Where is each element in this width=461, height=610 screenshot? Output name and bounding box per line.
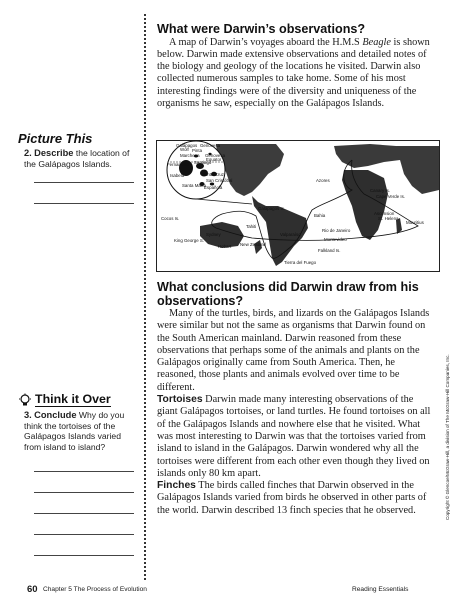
question-2-number: 2. [24, 148, 32, 158]
map-label-genovesa: Genovesa [205, 153, 226, 158]
map-label-cape-verde: Cape Verde Is. [376, 194, 406, 199]
map-label-king-george: King George S. [174, 238, 205, 243]
map-label-santa-maria: Santa María [182, 183, 206, 188]
map-label-canary: Canary Is. [370, 188, 391, 193]
map-label-st-helena: St. Helena [378, 216, 399, 221]
map-label-falkland: Falkland Is. [318, 248, 341, 253]
question-3-text: Why do you think the tortoises of the Galápagos Islands varied from island to island? [24, 410, 125, 452]
section-darwins-conclusions [157, 281, 433, 517]
map-label-genovesa-top: Genovesa [200, 143, 221, 148]
answer-line[interactable] [34, 513, 134, 514]
answer-line[interactable] [34, 534, 134, 535]
column-divider [144, 14, 146, 580]
observations-paragraph [157, 37, 433, 111]
map-label-cocos: Cocos Is. [161, 216, 180, 221]
map-label-rio: Rio de Janeiro [322, 228, 351, 233]
think-it-over-title: Think it Over [35, 392, 111, 406]
map-label-azores: Azores [316, 178, 330, 183]
question-2-verb: Describe [34, 148, 74, 158]
observations-text-b: is shown below. Darwin made extensive observations and detailed notes of the biology and geology of the locations he visited. Darwin also collected numerous samples to take home. Some of his most interesting findings were of the diversity and uniqueness of the organisms he saw, especially on the Galápagos Islands. [157, 36, 430, 109]
map-label-equator: Equator [206, 157, 222, 162]
lightbulb-icon [18, 393, 32, 407]
map-label-marchena: Marchena [180, 153, 200, 158]
answer-line[interactable] [34, 471, 134, 472]
map-label-tahiti: Tahiti [246, 224, 257, 229]
map-label-wolf: Wolf [180, 147, 189, 152]
map-label-valparaiso: Valparaíso [280, 232, 301, 237]
map-label-sydney: Sydney [206, 232, 221, 237]
answer-line[interactable] [34, 555, 134, 556]
answer-line[interactable] [34, 492, 134, 493]
finches-paragraph [157, 480, 433, 517]
map-label-galapagos-top: Galápagos [176, 143, 198, 148]
sidebar-picture-this [18, 131, 136, 169]
question-3-verb: Conclude [34, 410, 77, 420]
map-label-galapagos-is: Galápagos Is. [258, 206, 286, 211]
map-label-san-cristobal: San Cristóbal [206, 178, 233, 183]
map-label-espanola: Española [204, 185, 223, 190]
question-3-number: 3. [24, 410, 32, 420]
map-label-ascension: Ascension [374, 211, 395, 216]
ship-name: Beagle [362, 36, 391, 48]
map-label-fernandina: Fernandina [167, 162, 190, 167]
sidebar-think-it-over [18, 392, 136, 452]
tortoises-runin-head: Tortoises [157, 394, 203, 406]
map-label-montevideo: Montevideo [324, 237, 347, 242]
answer-line[interactable] [34, 182, 134, 183]
section-heading-conclusions: What conclusions did Darwin draw from his observations? [157, 280, 419, 308]
map-label-santa-cruz: Santa Cruz [202, 172, 224, 177]
section-heading-observations: What were Darwin’s observations? [157, 22, 366, 36]
map-label-bahia: Bahia [314, 213, 326, 218]
section-darwins-observations [157, 23, 433, 110]
map-label-mauritius: Mauritius [406, 220, 424, 225]
copyright-notice: Copyright © Glencoe/McGraw-Hill, a division of The McGraw-Hill Companies, Inc. [445, 354, 450, 520]
map-label-isabela: Isabela [170, 173, 185, 178]
map-label-santiago: Santiago [194, 160, 212, 165]
observations-text-a: A map of Darwin’s voyages aboard the H.M.S [169, 36, 363, 48]
question-2-text: the location of the Galápagos Islands. [24, 148, 130, 169]
map-label-tierra: Tierra del Fuego [284, 260, 317, 265]
finches-text: The birds called finches that Darwin observed in the Galápagos Islands varied from birds he observed in other parts of the world. Darwin described 13 finch species that he observed. [157, 480, 427, 516]
book-footer: Reading Essentials [352, 586, 409, 593]
think-it-over-header [18, 392, 136, 407]
picture-this-title: Picture This [18, 131, 93, 146]
page-number: 60 [27, 584, 38, 595]
tortoises-text: Darwin made many interesting observations of the giant Galápagos tortoises, or land turtles. He found tortoises on all of the Galápagos Islands and nowhere else that he visited. What was most interesting to Darwin was that the tortoises varied from island to island in the Galápagos. Darwin wondered why all the tortoises were different from each other even though they lived on islands only 80 km apart. [157, 394, 431, 479]
answer-line[interactable] [34, 203, 134, 204]
finches-runin-head: Finches [157, 480, 196, 492]
darwin-voyage-map [156, 140, 440, 272]
question-3 [18, 410, 136, 452]
map-label-new-zealand: New Zealand [240, 242, 266, 247]
chapter-footer: Chapter 5 The Process of Evolution [43, 586, 147, 593]
question-2 [18, 148, 136, 169]
tortoises-paragraph [157, 394, 433, 480]
map-label-pinta: Pinta [192, 148, 203, 153]
map-label-hobart: Hobart [218, 244, 232, 249]
conclusions-paragraph: Many of the turtles, birds, and lizards on the Galápagos Islands were similar but not the same as organisms that Darwin found on the South American mainland. Darwin reasoned from these observations that perhaps some of the animals and plants on the Galápagos originally came from South America. Then, he reasoned, those plants and animals evolved over time to be different. [157, 308, 430, 393]
